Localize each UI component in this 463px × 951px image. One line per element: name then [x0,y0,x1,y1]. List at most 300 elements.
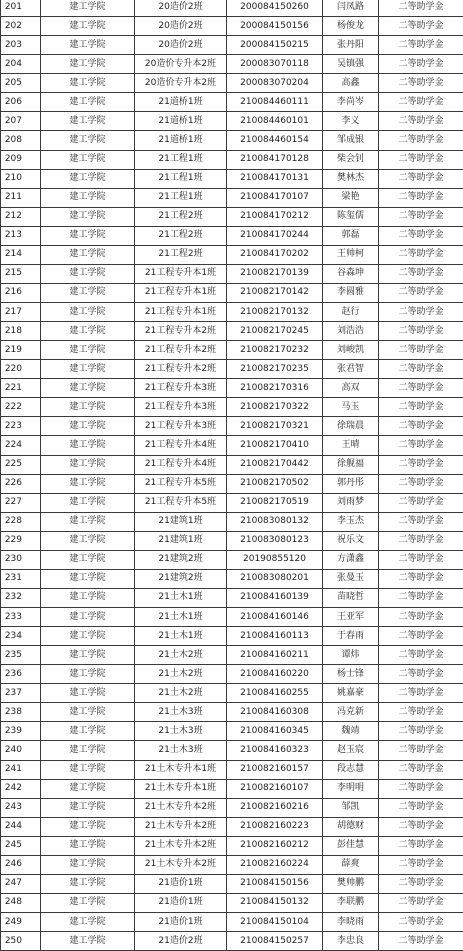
table-row [1,836,463,855]
table-row [1,608,463,627]
student-name-cell: 李联鹏 [323,893,379,912]
grant-level-cell: 二等助学金 [379,112,463,131]
college-cell: 建工学院 [41,836,135,855]
row-number: 236 [1,665,41,684]
table-row [1,817,463,836]
table-row [1,417,463,436]
table-row [1,474,463,493]
student-id-cell: 210084170107 [227,188,323,207]
college-cell: 建工学院 [41,760,135,779]
student-name-cell: 郭丹彤 [323,474,379,493]
student-name-cell: 李圆雅 [323,283,379,302]
class-cell: 21工程专升本3班 [135,417,227,436]
student-id-cell: 210082170132 [227,303,323,322]
row-number: 221 [1,379,41,398]
class-cell: 21土木专升本2班 [135,855,227,874]
student-name-cell: 薛爽 [323,855,379,874]
student-id-cell: 210082170245 [227,322,323,341]
table-row [1,188,463,207]
class-cell: 21土木2班 [135,684,227,703]
class-cell: 21建筑1班 [135,531,227,550]
student-id-cell: 210084170212 [227,207,323,226]
student-name-cell: 段志慧 [323,760,379,779]
student-id-cell: 210084160255 [227,684,323,703]
college-cell: 建工学院 [41,608,135,627]
row-number: 217 [1,303,41,322]
class-cell: 20造价专升本2班 [135,55,227,74]
grant-level-cell: 二等助学金 [379,436,463,455]
student-id-cell: 200083070204 [227,74,323,93]
row-number: 237 [1,684,41,703]
student-id-cell: 210082170232 [227,341,323,360]
row-number: 233 [1,608,41,627]
grant-level-cell: 二等助学金 [379,303,463,322]
row-number: 231 [1,569,41,588]
class-cell: 21土木专升本1班 [135,779,227,798]
college-cell: 建工学院 [41,588,135,607]
row-number: 238 [1,703,41,722]
class-cell: 21工程专升本2班 [135,341,227,360]
student-name-cell: 赵玉宸 [323,741,379,760]
college-cell: 建工学院 [41,913,135,932]
student-id-cell: 210084460111 [227,93,323,112]
class-cell: 20造价2班 [135,0,227,17]
student-id-cell: 210082170410 [227,436,323,455]
student-name-cell: 邹凯 [323,798,379,817]
student-id-cell: 210082170139 [227,264,323,283]
table-row [1,569,463,588]
class-cell: 21土木1班 [135,627,227,646]
row-number: 203 [1,36,41,55]
student-id-cell: 210084160220 [227,665,323,684]
table-row [1,74,463,93]
student-id-cell: 210082160157 [227,760,323,779]
student-name-cell: 徐舰福 [323,455,379,474]
table-row [1,913,463,932]
class-cell: 21工程专升本2班 [135,322,227,341]
grant-level-cell: 二等助学金 [379,550,463,569]
college-cell: 建工学院 [41,779,135,798]
class-cell: 21建筑2班 [135,569,227,588]
table-row [1,436,463,455]
college-cell: 建工学院 [41,0,135,17]
student-id-cell: 210084170202 [227,245,323,264]
grant-level-cell: 二等助学金 [379,874,463,893]
student-id-cell: 210084160139 [227,588,323,607]
table-row [1,932,463,951]
college-cell: 建工学院 [41,474,135,493]
college-cell: 建工学院 [41,684,135,703]
grant-level-cell: 二等助学金 [379,855,463,874]
class-cell: 20造价专升本2班 [135,74,227,93]
student-name-cell: 陈玺儒 [323,207,379,226]
grant-level-cell: 二等助学金 [379,779,463,798]
student-name-cell: 吴镇强 [323,55,379,74]
college-cell: 建工学院 [41,264,135,283]
grant-level-cell: 二等助学金 [379,360,463,379]
college-cell: 建工学院 [41,665,135,684]
grant-level-cell: 二等助学金 [379,798,463,817]
row-number: 232 [1,588,41,607]
college-cell: 建工学院 [41,436,135,455]
student-name-cell: 柴会钊 [323,150,379,169]
row-number: 212 [1,207,41,226]
student-name-cell: 张君智 [323,360,379,379]
student-name-cell: 樊林杰 [323,169,379,188]
grant-level-cell: 二等助学金 [379,0,463,17]
student-name-cell: 李尚岑 [323,93,379,112]
table-row [1,779,463,798]
student-id-cell: 200084150156 [227,17,323,36]
row-number: 205 [1,74,41,93]
row-number: 208 [1,131,41,150]
class-cell: 21土木专升本2班 [135,817,227,836]
grant-level-cell: 二等助学金 [379,646,463,665]
row-number: 222 [1,398,41,417]
table-row [1,741,463,760]
student-id-cell: 210084150156 [227,874,323,893]
college-cell: 建工学院 [41,493,135,512]
college-cell: 建工学院 [41,741,135,760]
student-name-cell: 于春雨 [323,627,379,646]
class-cell: 21工程1班 [135,188,227,207]
class-cell: 21道桥1班 [135,93,227,112]
student-name-cell: 胡德财 [323,817,379,836]
class-cell: 20造价2班 [135,17,227,36]
table-row [1,760,463,779]
table-row [1,550,463,569]
class-cell: 20造价2班 [135,36,227,55]
row-number: 226 [1,474,41,493]
student-id-cell: 210084170131 [227,169,323,188]
class-cell: 21土木1班 [135,588,227,607]
student-name-cell: 姚嘉豪 [323,684,379,703]
student-id-cell: 210082170316 [227,379,323,398]
class-cell: 21工程专升本3班 [135,398,227,417]
student-name-cell: 刘浩浩 [323,322,379,341]
table-row [1,303,463,322]
student-id-cell: 210082160212 [227,836,323,855]
class-cell: 21工程2班 [135,226,227,245]
table-row [1,588,463,607]
grant-level-cell: 二等助学金 [379,131,463,150]
college-cell: 建工学院 [41,169,135,188]
student-name-cell: 高鑫 [323,74,379,93]
row-number: 213 [1,226,41,245]
student-name-cell: 魏靖 [323,722,379,741]
row-number: 246 [1,855,41,874]
grant-level-cell: 二等助学金 [379,627,463,646]
row-number: 202 [1,17,41,36]
student-name-cell: 杨俊龙 [323,17,379,36]
table-row [1,493,463,512]
college-cell: 建工学院 [41,531,135,550]
college-cell: 建工学院 [41,112,135,131]
class-cell: 21工程1班 [135,169,227,188]
grant-level-cell: 二等助学金 [379,379,463,398]
class-cell: 21土木专升本2班 [135,798,227,817]
class-cell: 21工程专升本2班 [135,360,227,379]
student-id-cell: 210084160113 [227,627,323,646]
grant-level-cell: 二等助学金 [379,283,463,302]
row-number: 241 [1,760,41,779]
student-id-cell: 210082160107 [227,779,323,798]
class-cell: 21工程专升本5班 [135,474,227,493]
college-cell: 建工学院 [41,703,135,722]
grant-level-cell: 二等助学金 [379,398,463,417]
grant-level-cell: 二等助学金 [379,608,463,627]
college-cell: 建工学院 [41,245,135,264]
college-cell: 建工学院 [41,150,135,169]
row-number: 250 [1,932,41,951]
student-id-cell: 210082160224 [227,855,323,874]
college-cell: 建工学院 [41,855,135,874]
row-number: 204 [1,55,41,74]
table-row [1,17,463,36]
student-id-cell: 200084150215 [227,36,323,55]
row-number: 240 [1,741,41,760]
college-cell: 建工学院 [41,36,135,55]
grant-level-cell: 二等助学金 [379,341,463,360]
grant-level-cell: 二等助学金 [379,665,463,684]
college-cell: 建工学院 [41,817,135,836]
grant-level-cell: 二等助学金 [379,836,463,855]
student-name-cell: 郭磊 [323,226,379,245]
grant-level-cell: 二等助学金 [379,817,463,836]
student-name-cell: 谷森坤 [323,264,379,283]
class-cell: 21工程专升本4班 [135,436,227,455]
college-cell: 建工学院 [41,379,135,398]
table-row [1,150,463,169]
table-body [1,0,463,951]
college-cell: 建工学院 [41,283,135,302]
college-cell: 建工学院 [41,398,135,417]
class-cell: 21造价2班 [135,932,227,951]
table-row [1,684,463,703]
college-cell: 建工学院 [41,646,135,665]
student-name-cell: 刘雨梦 [323,493,379,512]
college-cell: 建工学院 [41,207,135,226]
student-id-cell: 210082160216 [227,798,323,817]
student-id-cell: 210082170142 [227,283,323,302]
college-cell: 建工学院 [41,226,135,245]
row-number: 220 [1,360,41,379]
grant-level-cell: 二等助学金 [379,932,463,951]
grant-level-cell: 二等助学金 [379,417,463,436]
grant-level-cell: 二等助学金 [379,226,463,245]
college-cell: 建工学院 [41,569,135,588]
class-cell: 21土木3班 [135,722,227,741]
class-cell: 21建筑2班 [135,550,227,569]
row-number: 216 [1,283,41,302]
student-name-cell: 张曼玉 [323,569,379,588]
row-number: 242 [1,779,41,798]
student-id-cell: 210084150257 [227,932,323,951]
class-cell: 21工程专升本3班 [135,379,227,398]
grant-level-cell: 二等助学金 [379,322,463,341]
student-name-cell: 邹成银 [323,131,379,150]
class-cell: 21造价1班 [135,874,227,893]
table-row [1,379,463,398]
grant-level-cell: 二等助学金 [379,493,463,512]
student-id-cell: 200083070118 [227,55,323,74]
student-name-cell: 赵行 [323,303,379,322]
student-name-cell: 冯克新 [323,703,379,722]
student-name-cell: 彭佳慧 [323,836,379,855]
student-name-cell: 王帅柯 [323,245,379,264]
row-number: 228 [1,512,41,531]
college-cell: 建工学院 [41,55,135,74]
student-name-cell: 张丹阳 [323,36,379,55]
student-id-cell: 210082170322 [227,398,323,417]
row-number: 215 [1,264,41,283]
student-id-cell: 210082170235 [227,360,323,379]
table-row [1,341,463,360]
row-number: 230 [1,550,41,569]
table-row [1,665,463,684]
student-id-cell: 210084150104 [227,913,323,932]
college-cell: 建工学院 [41,74,135,93]
row-number: 247 [1,874,41,893]
table-row [1,169,463,188]
grant-level-cell: 二等助学金 [379,569,463,588]
grant-level-cell: 二等助学金 [379,207,463,226]
class-cell: 21造价1班 [135,913,227,932]
table-row [1,322,463,341]
table-row [1,93,463,112]
row-number: 209 [1,150,41,169]
row-number: 227 [1,493,41,512]
college-cell: 建工学院 [41,798,135,817]
student-id-cell: 200084150260 [227,0,323,17]
student-id-cell: 210084160146 [227,608,323,627]
student-id-cell: 210084160345 [227,722,323,741]
student-name-cell: 苗晓哲 [323,588,379,607]
row-number: 218 [1,322,41,341]
grant-level-cell: 二等助学金 [379,893,463,912]
table-row [1,531,463,550]
student-id-cell: 210084460101 [227,112,323,131]
college-cell: 建工学院 [41,417,135,436]
student-name-cell: 李忠良 [323,932,379,951]
student-name-cell: 王亚军 [323,608,379,627]
student-id-cell: 210082170502 [227,474,323,493]
grant-level-cell: 二等助学金 [379,684,463,703]
row-number: 244 [1,817,41,836]
student-name-cell: 谭炜 [323,646,379,665]
student-name-cell: 闫凤路 [323,0,379,17]
student-name-cell: 李明明 [323,779,379,798]
row-number: 235 [1,646,41,665]
table-row [1,512,463,531]
table-row [1,55,463,74]
table-row [1,131,463,150]
table-row [1,722,463,741]
row-number: 224 [1,436,41,455]
grant-level-cell: 二等助学金 [379,74,463,93]
student-id-cell: 210083080132 [227,512,323,531]
class-cell: 21土木3班 [135,703,227,722]
student-id-cell: 210082160223 [227,817,323,836]
table-row [1,226,463,245]
student-id-cell: 210084160211 [227,646,323,665]
student-name-cell: 李义 [323,112,379,131]
table-row [1,207,463,226]
student-name-cell: 王晴 [323,436,379,455]
grant-level-cell: 二等助学金 [379,474,463,493]
student-id-cell: 210083080201 [227,569,323,588]
table-row [1,264,463,283]
college-cell: 建工学院 [41,322,135,341]
college-cell: 建工学院 [41,455,135,474]
table-row [1,360,463,379]
class-cell: 21土木3班 [135,741,227,760]
grant-level-cell: 二等助学金 [379,55,463,74]
college-cell: 建工学院 [41,131,135,150]
college-cell: 建工学院 [41,341,135,360]
grant-level-cell: 二等助学金 [379,741,463,760]
class-cell: 21土木专升本2班 [135,836,227,855]
grant-level-cell: 二等助学金 [379,913,463,932]
student-id-cell: 210084160308 [227,703,323,722]
student-id-cell: 210084160323 [227,741,323,760]
student-name-cell: 方潇鑫 [323,550,379,569]
grant-level-cell: 二等助学金 [379,703,463,722]
table-row [1,0,463,17]
student-id-cell: 210084170128 [227,150,323,169]
college-cell: 建工学院 [41,550,135,569]
table-row [1,703,463,722]
college-cell: 建工学院 [41,722,135,741]
college-cell: 建工学院 [41,627,135,646]
table-row [1,627,463,646]
student-id-cell: 20190855120 [227,550,323,569]
row-number: 239 [1,722,41,741]
table-row [1,112,463,131]
row-number: 248 [1,893,41,912]
student-name-cell: 高双 [323,379,379,398]
grant-level-cell: 二等助学金 [379,588,463,607]
class-cell: 21道桥1班 [135,112,227,131]
college-cell: 建工学院 [41,874,135,893]
row-number: 211 [1,188,41,207]
table-row [1,893,463,912]
college-cell: 建工学院 [41,932,135,951]
class-cell: 21工程2班 [135,207,227,226]
grant-level-cell: 二等助学金 [379,17,463,36]
grant-level-cell: 二等助学金 [379,264,463,283]
class-cell: 21道桥1班 [135,131,227,150]
class-cell: 21土木2班 [135,646,227,665]
grant-level-cell: 二等助学金 [379,169,463,188]
grant-level-cell: 二等助学金 [379,722,463,741]
college-cell: 建工学院 [41,17,135,36]
student-id-cell: 210083080123 [227,531,323,550]
student-name-cell: 樊帅鹏 [323,874,379,893]
grant-level-cell: 二等助学金 [379,150,463,169]
college-cell: 建工学院 [41,893,135,912]
student-id-cell: 210082170321 [227,417,323,436]
grant-level-cell: 二等助学金 [379,455,463,474]
table-row [1,245,463,264]
table-row [1,455,463,474]
class-cell: 21工程1班 [135,150,227,169]
class-cell: 21建筑1班 [135,512,227,531]
row-number: 225 [1,455,41,474]
student-id-cell: 210082170442 [227,455,323,474]
college-cell: 建工学院 [41,93,135,112]
grant-level-cell: 二等助学金 [379,531,463,550]
